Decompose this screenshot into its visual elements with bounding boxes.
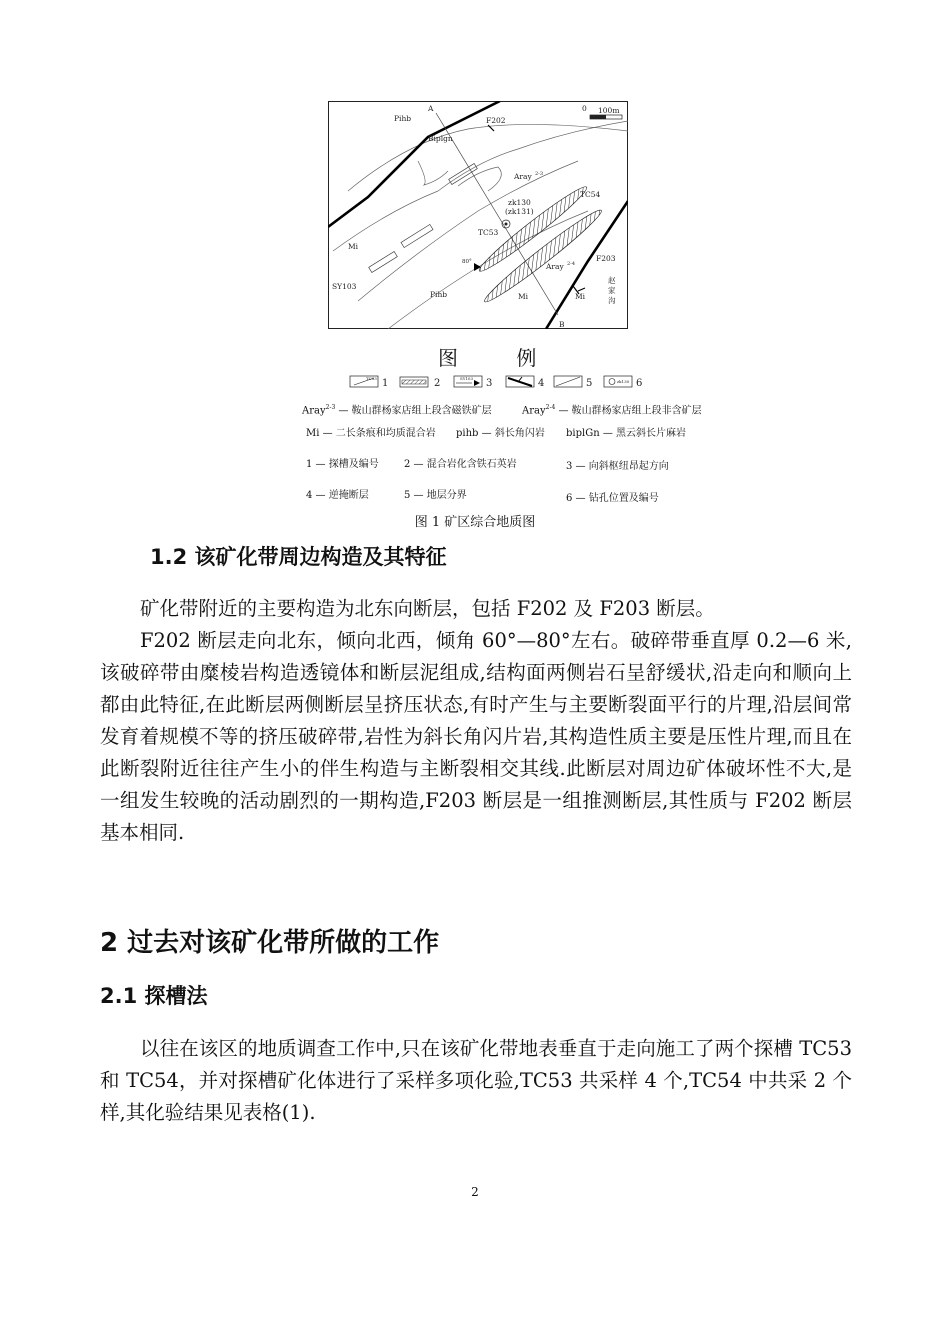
map-label-zk131: (zk131) <box>505 207 534 216</box>
legend-item-6: 6 — 钻孔位置及编号 <box>566 493 659 504</box>
legend-sym-3-text: SY103 <box>460 376 474 381</box>
map-label-f203: F203 <box>596 254 616 263</box>
legend-item-3: 3 — 向斜枢纽昂起方向 <box>566 461 669 472</box>
map-label-aray24: Aray <box>546 262 564 271</box>
map-label-a: A <box>428 104 434 113</box>
map-label-aray23-sup: 2-3 <box>535 171 544 177</box>
map-label-f202: F202 <box>486 116 506 125</box>
legend-num-2: 2 <box>434 378 441 389</box>
stratum-boundary <box>418 161 448 185</box>
map-label-aray23: Aray <box>514 172 532 181</box>
legend-item-1: 1 — 探槽及编号 <box>306 459 379 470</box>
map-label-mi-3: Mi <box>575 292 586 301</box>
section-2-heading: 2 过去对该矿化带所做的工作 <box>100 928 440 958</box>
map-label-b: B <box>559 320 565 329</box>
section-1-2-body <box>100 593 852 849</box>
legend-item-4: 4 — 逆掩断层 <box>306 490 369 501</box>
legend-title: 图 例 <box>438 346 563 370</box>
map-label-scale-len: 100m <box>598 106 620 115</box>
legend-aray23: Aray$^{2-3}$ — 鞍山群杨家店组上段含磁铁矿层 <box>302 404 492 417</box>
legend-aray24: Aray$^{2-4}$ — 鞍山群杨家店组上段非含矿层 <box>522 404 702 417</box>
map-label-mi-1: Mi <box>348 242 359 251</box>
section-2-1-body <box>100 1033 852 1129</box>
legend-sym-6-text: zk130 <box>617 379 630 384</box>
map-label-pihb: Pihb <box>394 114 412 123</box>
trench <box>369 252 398 273</box>
stratum-boundary <box>358 161 578 301</box>
legend-num-3: 3 <box>486 378 493 389</box>
legend-pihb: pihb — 斜长角闪岩 <box>456 428 545 439</box>
section-1-2-heading: 1.2 该矿化带周边构造及其特征 <box>150 545 447 569</box>
section-2-1-heading: 2.1 探槽法 <box>100 984 208 1008</box>
legend-num-5: 5 <box>586 378 593 389</box>
stratum-boundary <box>348 124 628 191</box>
map-label-pihb-2: Pihb <box>430 290 448 299</box>
legend-sym-1-text: TC53 <box>366 376 377 381</box>
map-label-zk130: zk130 <box>508 198 531 207</box>
figure-caption: 图 1 矿区综合地质图 <box>414 515 536 530</box>
map-label-place-1: 赵 <box>608 276 616 285</box>
trench <box>401 224 433 247</box>
legend-num-4: 4 <box>538 378 545 389</box>
legend-num-1: 1 <box>382 378 389 389</box>
map-label-biplgn: Biplgn <box>428 134 453 143</box>
legend-symbols <box>348 374 648 390</box>
paragraph: 以往在该区的地质调查工作中,只在该矿化带地表垂直于走向施工了两个探槽 TC53 和 TC54，并对探槽矿化体进行了采样多项化验,TC53 共采样 4 个,TC54 中共采 2 个样,其化验结果见表格(1). <box>100 1037 852 1124</box>
map-label-tc54: TC54 <box>580 190 601 199</box>
legend-biplgn: biplGn — 黑云斜长片麻岩 <box>566 428 687 439</box>
map-label-scale-zero: 0 <box>582 104 587 113</box>
map-label-place-2: 家 <box>608 286 616 295</box>
map-label-angle: 80° <box>462 259 472 265</box>
map-label-tc53: TC53 <box>478 228 499 237</box>
geological-map <box>328 101 628 329</box>
legend-mi: Mi — 二长条痕和均质混合岩 <box>306 428 436 439</box>
map-label-mi-2: Mi <box>518 292 529 301</box>
legend-item-2: 2 — 混合岩化含铁石英岩 <box>404 459 517 470</box>
map-label-sy103: SY103 <box>332 282 357 291</box>
paragraph: F202 断层走向北东，倾向北西，倾角 60°—80°左右。破碎带垂直厚 0.2—6 米,该破碎带由糜棱岩构造透镜体和断层泥组成,结构面两侧岩石呈舒缓状,沿走向和顺向上都由此特征,在此断层两侧断层呈挤压状态,有时产生与主要断裂面平行的片理,沿层间常发育着规模不等的挤压破碎带,岩性为斜长角闪片岩,其构造性质主要是压性片理,而且在此断裂附近往往产生小的伴生构造与主断裂相交其线.此断层对周边矿体破坏性不大,是一组发生较晚的活动剧烈的一期构造,F203 断层是一组推测断层,其性质与 F202 断层基本相同. <box>100 629 852 844</box>
stratum-boundary <box>458 167 501 191</box>
legend-item-5: 5 — 地层分界 <box>404 490 467 501</box>
page-number: 2 <box>471 1185 479 1199</box>
legend-num-6: 6 <box>636 378 643 389</box>
map-label-aray24-sup: 2-4 <box>567 261 576 267</box>
paragraph: 矿化带附近的主要构造为北东向断层，包括 F202 及 F203 断层。 <box>140 597 715 620</box>
map-label-place-3: 沟 <box>608 296 616 305</box>
section-line <box>436 113 558 315</box>
